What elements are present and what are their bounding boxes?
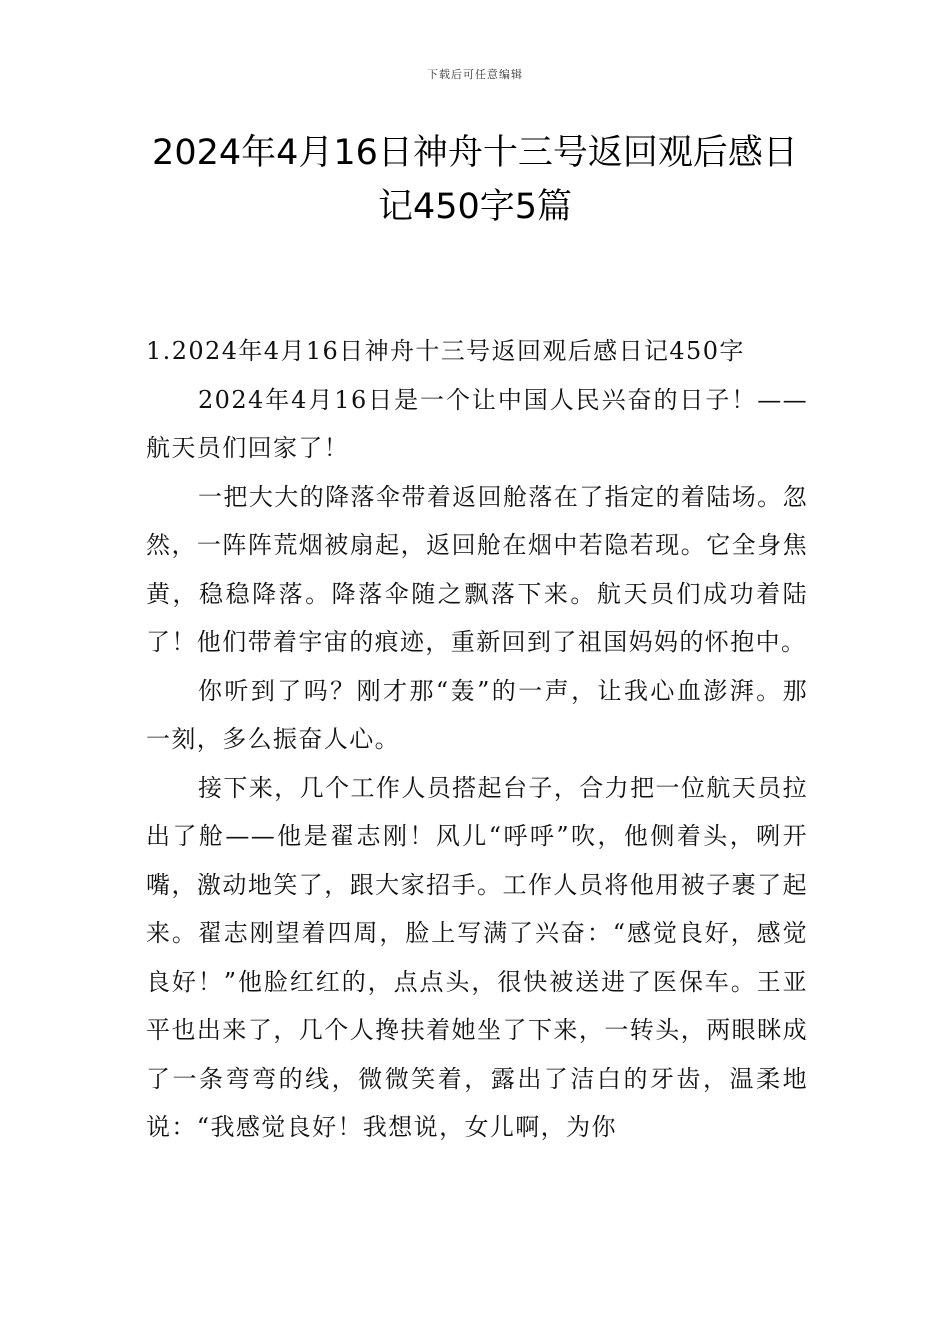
paragraph: 2024年4月16日是一个让中国人民兴奋的日子！——航天员们回家了！: [146, 385, 808, 462]
paragraph: 你听到了吗？刚才那“轰”的一声，让我心血澎湃。那一刻，多么振奋人心。: [146, 676, 808, 753]
paragraph: 接下来，几个工作人员搭起台子，合力把一位航天员拉出了舱——他是翟志刚！风儿“呼呼”吹，他侧着头，咧开嘴，激动地笑了，跟大家招手。工作人员将他用被子裹了起来。翟志刚望着四周，脸上写满了兴奋：“感觉良好，感觉良好！”他脸红红的，点点头，很快被送进了医保车。王亚平也出来了，几个人搀扶着她坐了下来，一转头，两眼眯成了一条弯弯的线，微微笑着，露出了洁白的牙齿，温柔地说：“我感觉良好！我想说，女儿啊，为你: [146, 773, 808, 1141]
section-heading: 1.2024年4月16日神舟十三号返回观后感日记450字: [146, 337, 745, 365]
document-body: [146, 327, 808, 1152]
document-title: 2024年4月16日神舟十三号返回观后感日记450字5篇: [152, 133, 798, 227]
header-note: 下载后可任意编辑: [427, 68, 523, 81]
paragraph: 一把大大的降落伞带着返回舱落在了指定的着陆场。忽然，一阵阵荒烟被扇起，返回舱在烟中若隐若现。它全身焦黄，稳稳降落。降落伞随之飘落下来。航天员们成功着陆了！他们带着宇宙的痕迹，重新回到了祖国妈妈的怀抱中。: [146, 482, 808, 656]
